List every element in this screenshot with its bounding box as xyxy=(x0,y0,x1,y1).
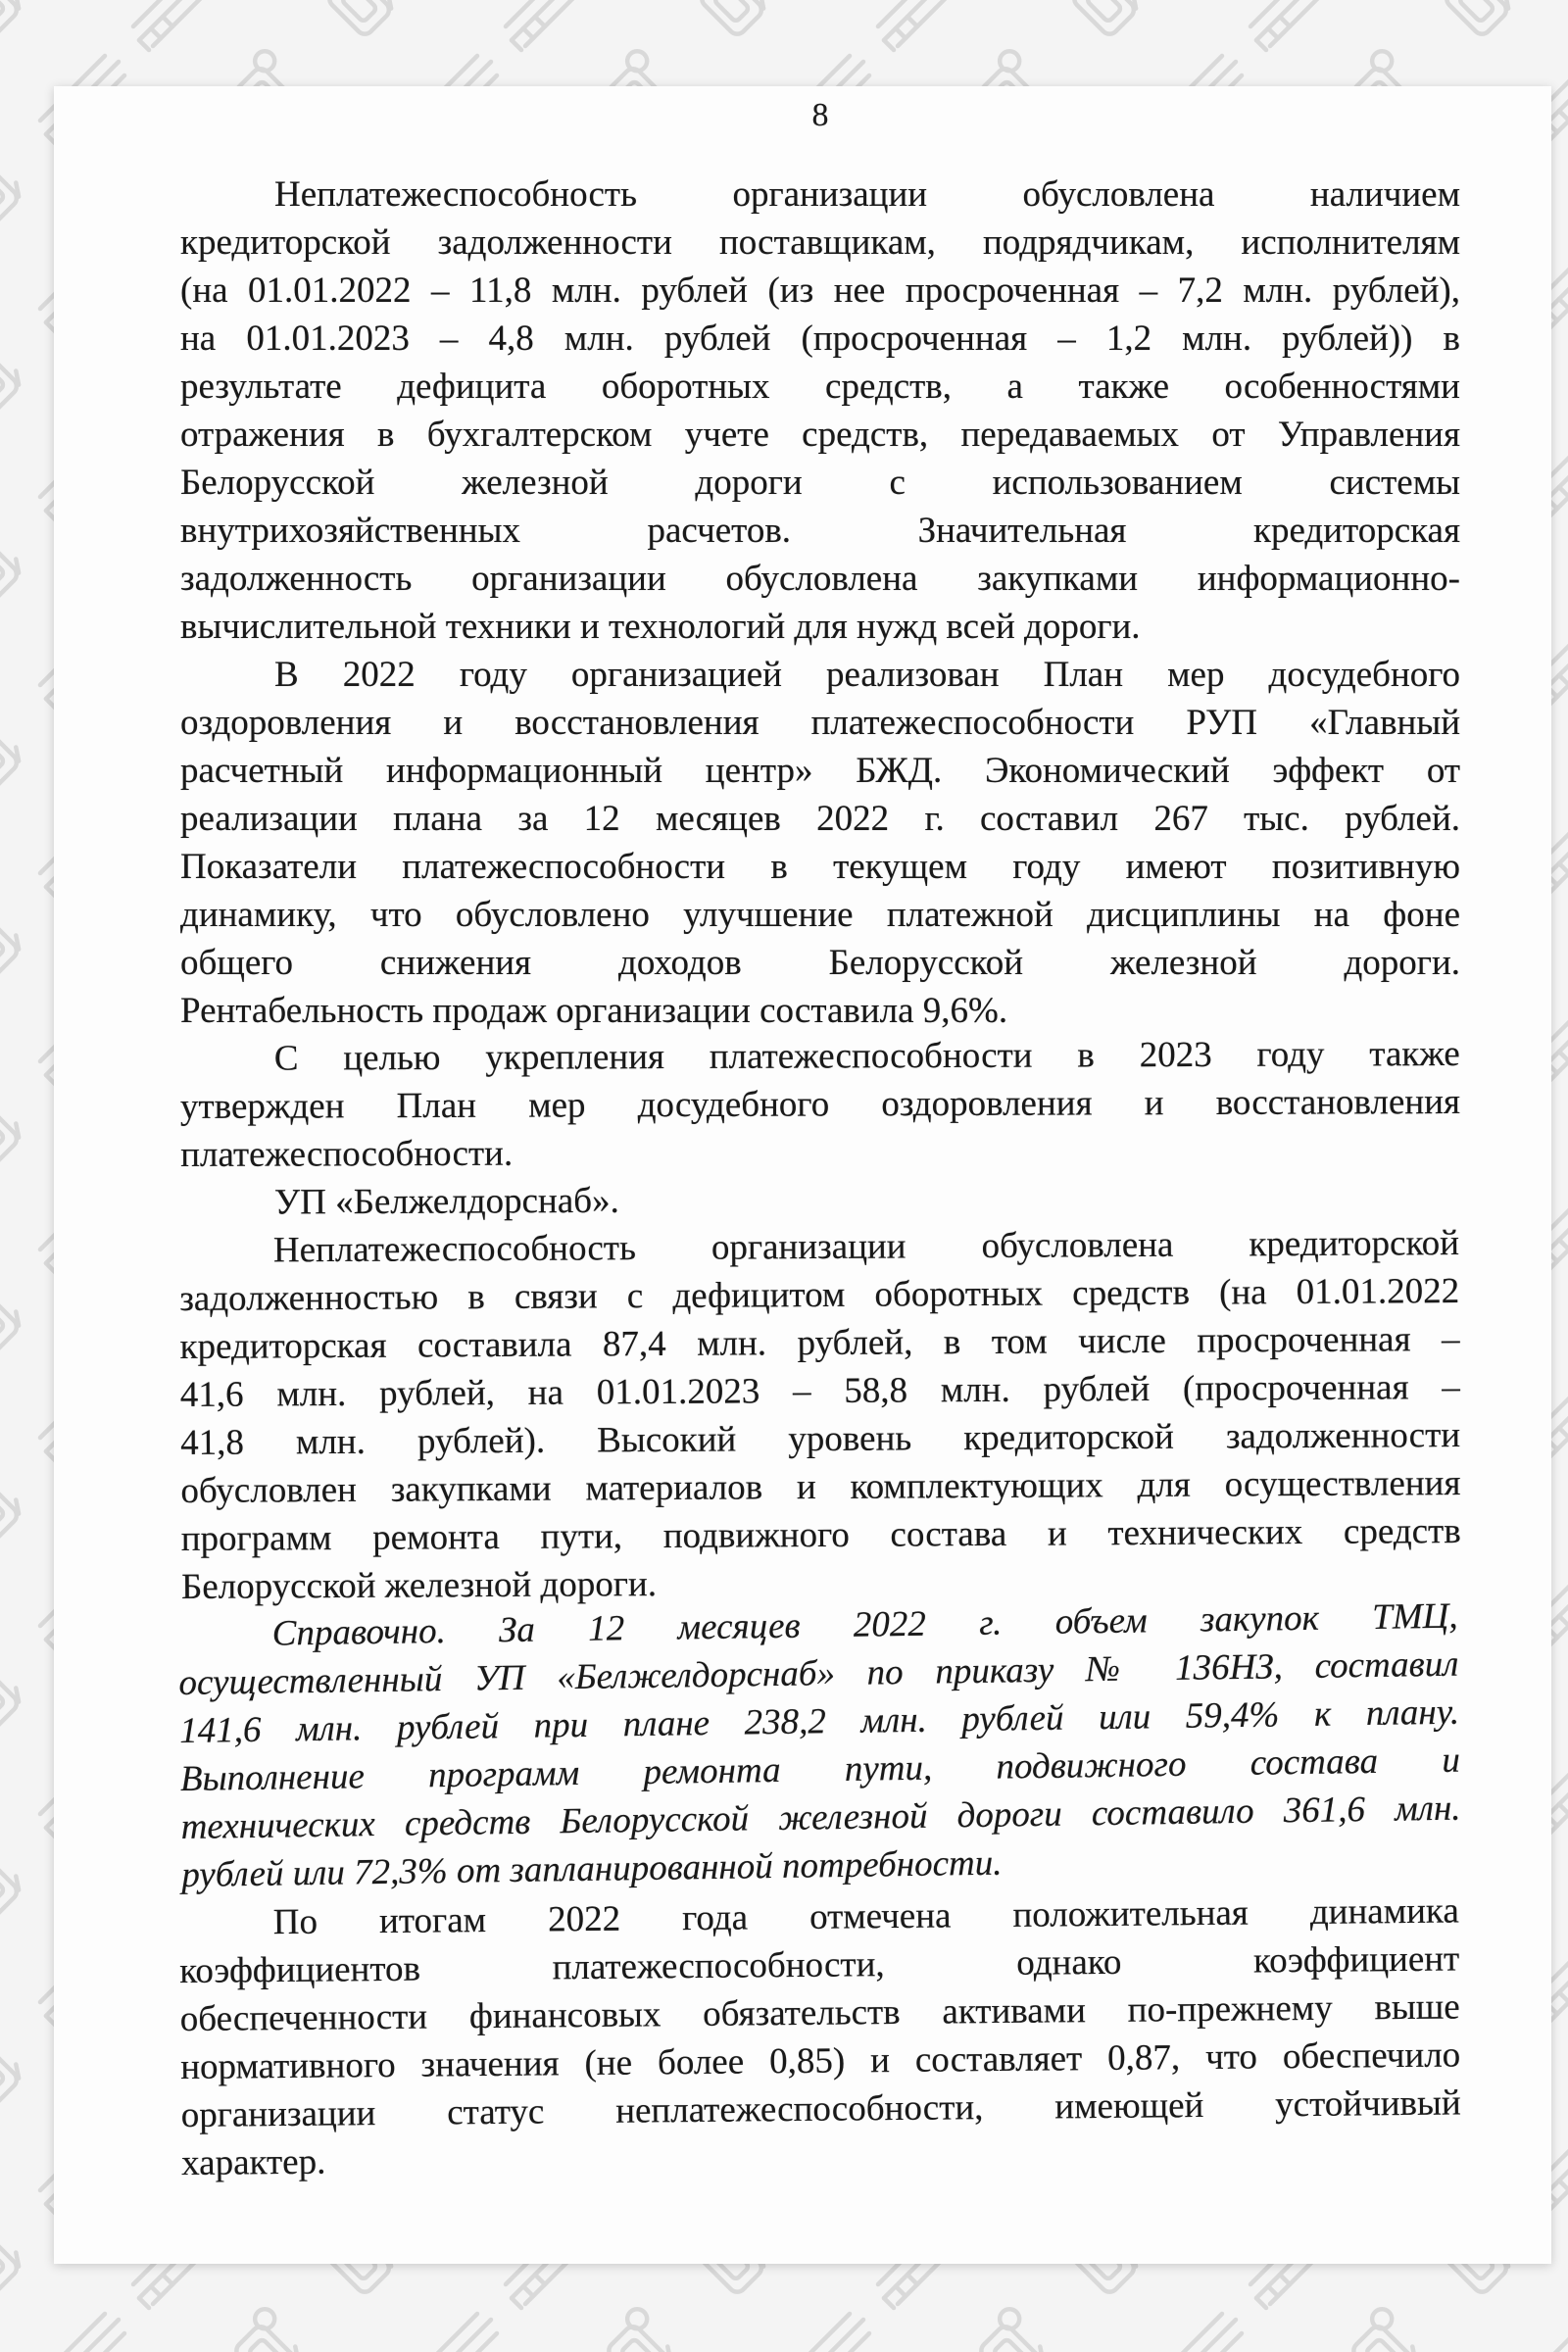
text-line: Белорусской железной дороги. xyxy=(180,1564,658,1607)
text-line: внутрихозяйственных расчетов. Значительная кредиторская xyxy=(180,511,1460,551)
paragraph-6 xyxy=(177,1592,1461,1899)
text-line: В 2022 году организацией реализован План мер досудебного xyxy=(274,655,1460,695)
text-line: (на 01.01.2022 – 11,8 млн. рублей (из нее просроченная – 7,2 млн. рублей), xyxy=(180,270,1460,311)
text-line: обеспеченности финансовых обязательств активами по-прежнему выше xyxy=(179,1986,1460,2040)
text-line: организации статус неплатежеспособности, имеющей устойчивый xyxy=(180,2082,1461,2135)
text-line: утвержден План мер досудебного оздоровления и восстановления xyxy=(179,1081,1461,1127)
text-line: Рентабельность продаж организации составила 9,6%. xyxy=(180,991,1008,1031)
camera-watermark-icon xyxy=(226,2305,311,2352)
camera-watermark-icon xyxy=(1064,0,1149,37)
text-line: 41,8 млн. рублей). Высокий уровень кредиторской задолженности xyxy=(180,1415,1461,1463)
text-line: общего снижения доходов Белорусской железной дороги. xyxy=(180,943,1460,983)
camera-watermark-icon xyxy=(0,894,31,978)
paragraph-4 xyxy=(180,1173,1460,1227)
hatch-watermark-icon xyxy=(1157,2314,1242,2352)
text-line: задолженностью в связи с дефицитом оборотных средств (на 01.01.2022 xyxy=(179,1271,1460,1320)
text-line: По итогам 2022 года отмечена положительная динамика xyxy=(272,1890,1459,1943)
text-line: вычислительной техники и технологий для нужд всей дороги. xyxy=(180,607,1141,647)
camera-watermark-icon xyxy=(0,706,31,790)
text-line: УП «Белжелдорснаб». xyxy=(273,1180,619,1223)
text-line: результате дефицита оборотных средств, а также особенностями xyxy=(180,367,1460,407)
hatch-watermark-icon xyxy=(1530,2314,1568,2352)
camera-watermark-icon xyxy=(0,1082,31,1166)
text-line: 41,6 млн. рублей, на 01.01.2023 – 58,8 млн. рублей (просроченная – xyxy=(179,1367,1460,1416)
hatch-watermark-icon xyxy=(413,2314,497,2352)
camera-watermark-icon xyxy=(692,0,776,37)
camera-watermark-icon xyxy=(0,329,31,414)
text-line: рублей или 72,3% от запланированной потребности. xyxy=(181,1842,1003,1895)
hatch-watermark-icon xyxy=(1250,0,1335,50)
text-line: Неплатежеспособность организации обусловлена кредиторской xyxy=(272,1223,1460,1271)
text-line: программ ремонта пути, подвижного состава и технических средств xyxy=(180,1511,1461,1559)
camera-watermark-icon xyxy=(319,0,404,37)
hatch-watermark-icon xyxy=(506,0,590,50)
camera-watermark-icon xyxy=(1344,2305,1428,2352)
text-line: коэффициентов платежеспособности, однако коэффициент xyxy=(179,1938,1460,1992)
paragraph-2 xyxy=(180,651,1460,1035)
camera-watermark-icon xyxy=(0,1458,31,1543)
text-line: осуществленный УП «Белжелдорснаб» по приказу № 136НЗ, составил xyxy=(178,1643,1459,1704)
camera-watermark-icon xyxy=(599,2305,683,2352)
text-line: кредиторская составила 87,4 млн. рублей, в том числе просроченная – xyxy=(179,1319,1460,1368)
text-line: Выполнение программ ремонта пути, подвижного состава и xyxy=(179,1740,1461,1799)
camera-watermark-icon xyxy=(0,2023,31,2107)
page-number: 8 xyxy=(811,97,829,133)
text-line: реализации плана за 12 месяцев 2022 г. составил 267 тыс. рублей. xyxy=(180,799,1460,839)
paragraph-1 xyxy=(180,171,1460,651)
text-line: Справочно. За 12 месяцев 2022 г. объем закупок ТМЦ, xyxy=(271,1595,1458,1654)
camera-watermark-icon xyxy=(0,1835,31,1919)
text-line: на 01.01.2023 – 4,8 млн. рублей (просроченная – 1,2 млн. рублей)) в xyxy=(180,318,1460,359)
text-line: платежеспособности. xyxy=(180,1133,514,1175)
paragraph-7 xyxy=(179,1886,1462,2187)
hatch-watermark-icon xyxy=(878,0,962,50)
text-line: обусловлен закупками материалов и комплектующих для осуществления xyxy=(180,1463,1461,1511)
hatch-watermark-icon xyxy=(133,0,218,50)
text-line: кредиторской задолженности поставщикам, подрядчикам, исполнителям xyxy=(180,222,1460,263)
text-line: задолженность организации обусловлена закупками информационно- xyxy=(180,559,1460,599)
text-line: оздоровления и восстановления платежеспособности РУП «Главный xyxy=(180,703,1460,743)
text-line: 141,6 млн. рублей при плане 238,2 млн. рублей или 59,4% к плану. xyxy=(178,1691,1460,1752)
text-line: Показатели платежеспособности в текущем году имеют позитивную xyxy=(180,847,1460,887)
text-line: расчетный информационный центр» БЖД. Экономический эффект от xyxy=(180,751,1460,791)
camera-watermark-icon xyxy=(0,2211,31,2295)
text-line: нормативного значения (не более 0,85) и составляет 0,87, что обеспечило xyxy=(180,2034,1461,2087)
camera-watermark-icon xyxy=(0,1270,31,1354)
paragraph-3 xyxy=(180,1030,1461,1179)
text-line: Белорусской железной дороги с использованием системы xyxy=(180,463,1460,503)
camera-watermark-icon xyxy=(1437,0,1521,37)
hatch-watermark-icon xyxy=(40,2314,124,2352)
text-line: Неплатежеспособность организации обусловлена наличием xyxy=(274,174,1460,215)
text-line: С целью укрепления платежеспособности в 2023 году также xyxy=(273,1033,1460,1079)
camera-watermark-icon xyxy=(0,1646,31,1731)
document-body xyxy=(180,171,1460,2187)
text-line: характер. xyxy=(180,2141,326,2183)
camera-watermark-icon xyxy=(0,0,31,37)
camera-watermark-icon xyxy=(0,517,31,602)
text-line: технических средств Белорусской железной дороги составило 361,6 млн. xyxy=(180,1788,1461,1847)
document-page xyxy=(54,86,1551,2264)
paragraph-5 xyxy=(179,1219,1461,1611)
camera-watermark-icon xyxy=(0,141,31,225)
camera-watermark-icon xyxy=(971,2305,1055,2352)
hatch-watermark-icon xyxy=(785,2314,869,2352)
text-line: отражения в бухгалтерском учете средств, передаваемых от Управления xyxy=(180,415,1460,455)
text-line: динамику, что обусловлено улучшение платежной дисциплины на фоне xyxy=(180,895,1460,935)
